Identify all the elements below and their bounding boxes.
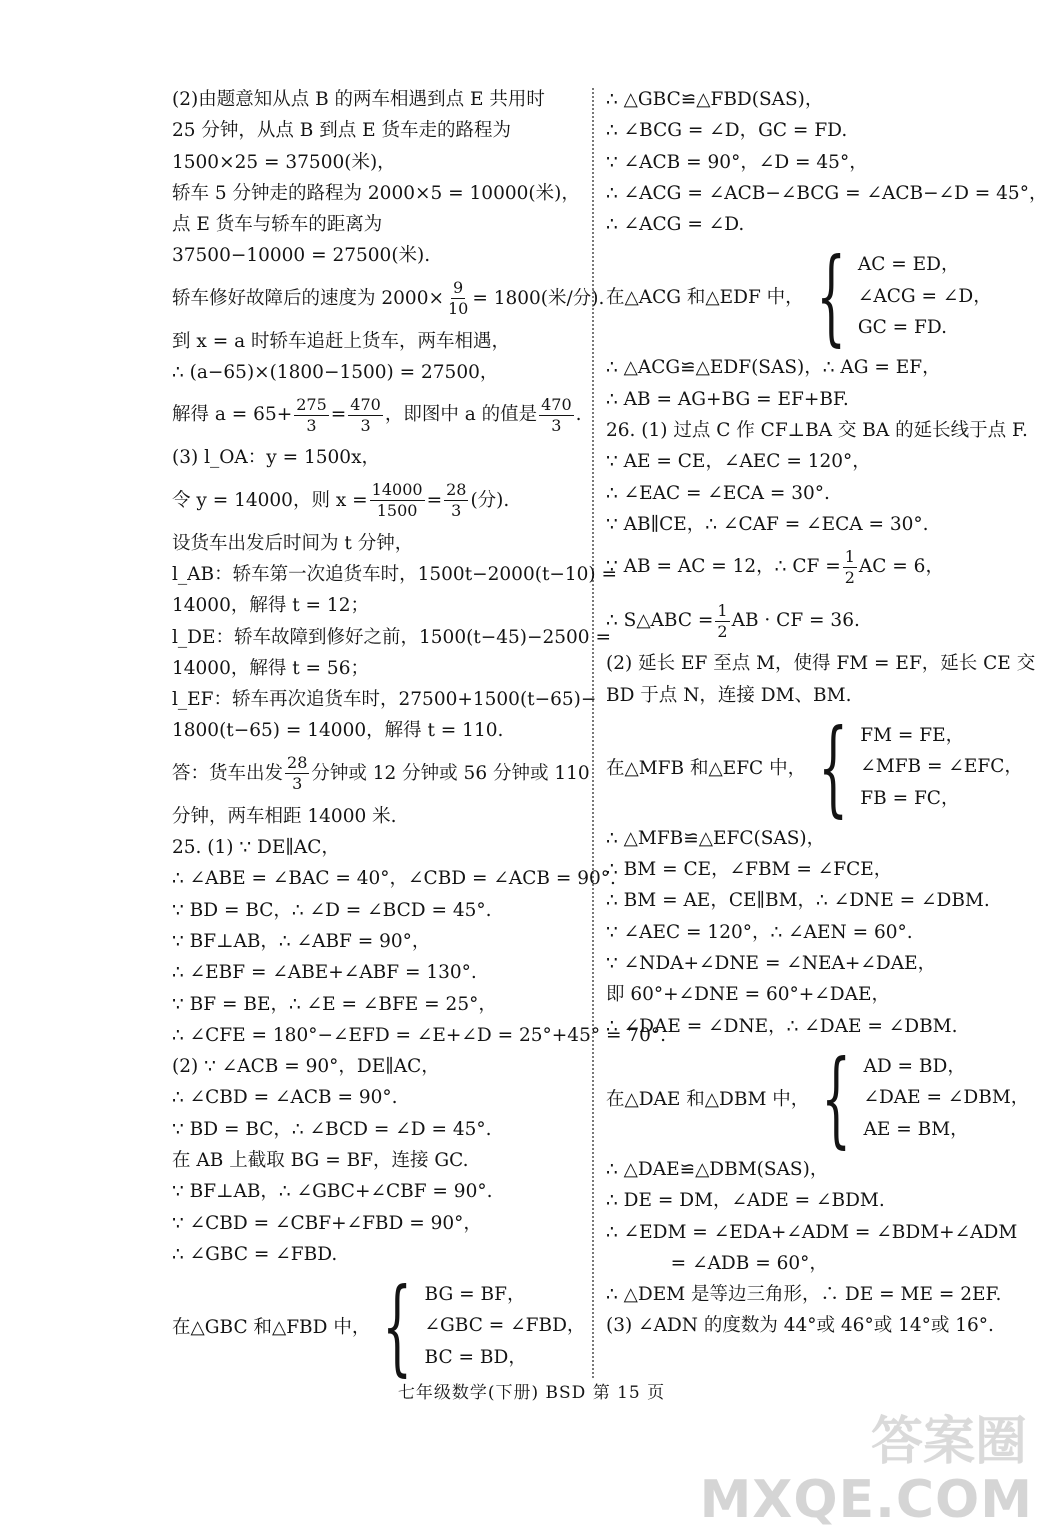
area-pre: ∴ S△ABC =	[606, 610, 714, 632]
area-post: AB · CF = 36.	[731, 610, 860, 632]
text-line: ∴ ∠ACG = ∠ACB−∠BCG = ∠ACB−∠D = 45°，	[606, 182, 1048, 204]
system-item: ∠ACG = ∠D，	[857, 285, 992, 307]
fraction-denominator: 3	[551, 415, 562, 435]
fraction-numerator: 28	[287, 753, 308, 773]
text-line: ∵ AB∥CE，∴ ∠CAF = ∠ECA = 30°.	[606, 513, 929, 535]
answer-line	[172, 747, 590, 801]
text-line: ∵ BF⊥AB，∴ ∠GBC+∠CBF = 90°.	[172, 1181, 493, 1203]
speed-pre: 轿车修好故障后的速度为 2000×	[172, 287, 444, 309]
text-line: (3) ∠ADN 的度数为 44°或 46°或 14°或 16°.	[606, 1315, 994, 1337]
text-line: ∴ ∠CFE = 180°−∠EFD = ∠E+∠D = 25°+45° = 70°.	[172, 1024, 667, 1046]
fraction	[370, 480, 425, 521]
speed-line	[172, 272, 605, 326]
fraction-numerator: 275	[296, 394, 327, 414]
text-line: ∴ ∠DAE = ∠DNE，∴ ∠DAE = ∠DBM.	[606, 1015, 958, 1037]
fraction-denominator: 3	[451, 501, 462, 521]
text-line: ∵ ∠CBD = ∠CBF+∠FBD = 90°，	[172, 1212, 482, 1234]
text-line: l_EF：轿车再次追货车时，27500+1500(t−65)−	[172, 689, 597, 711]
solve-a-line	[172, 388, 582, 442]
system-item: AE = BM，	[863, 1118, 969, 1140]
text-line: 1800(t−65) = 14000，解得 t = 110.	[172, 720, 504, 742]
system-items	[425, 1279, 586, 1374]
left-brace-icon: {	[821, 1036, 852, 1159]
equation-system	[606, 705, 1023, 828]
fraction-denominator: 10	[447, 299, 469, 319]
text-line: 设货车出发后时间为 t 分钟，	[172, 532, 414, 554]
cf-line	[606, 540, 1018, 594]
text-line: 点 E 货车与轿车的距离为	[172, 214, 383, 236]
watermark-site: MXQE.COM	[699, 1470, 1033, 1530]
text-line: ∴ AB = AG+BG = EF+BF.	[606, 388, 849, 410]
fraction-numerator: 1	[717, 600, 728, 620]
solve-mid: ，即图中 a 的值是	[384, 404, 538, 426]
text-line: ∴ DE = DM，∠ADE = ∠BDM.	[606, 1190, 885, 1212]
text-line: 在 AB 上截取 BG = BF，连接 GC.	[172, 1150, 469, 1172]
equation-system	[172, 1265, 586, 1388]
text-line: (2)由题意知从点 B 的两车相遇到点 E 共用时	[172, 89, 545, 110]
fraction	[294, 395, 329, 436]
text-line: ∴ △DAE≌△DBM(SAS)，	[606, 1158, 829, 1180]
fraction-denominator: 3	[292, 774, 303, 794]
text-line: ∴ ∠EBF = ∠ABE+∠ABF = 130°.	[172, 962, 477, 984]
let-post: (分).	[470, 489, 510, 511]
solve-post: .	[575, 404, 582, 426]
text-line: ∴ ∠BCG = ∠D，GC = FD.	[606, 120, 848, 142]
text-line: 分钟，两车相距 14000 米.	[172, 805, 397, 827]
answer-post: 分钟或 12 分钟或 56 分钟或 110	[311, 762, 590, 784]
system-item: FM = FE，	[860, 724, 965, 746]
fraction-numerator: 14000	[371, 480, 423, 500]
answer-pre: 答：货车出发	[172, 762, 284, 784]
system-item: AC = ED，	[857, 254, 960, 276]
left-brace-icon: {	[818, 705, 849, 828]
text-line: ∴ ∠ABE = ∠BAC = 40°，∠CBD = ∠ACB = 90°.	[172, 868, 616, 890]
left-brace-icon: {	[382, 1265, 413, 1388]
text-line: ∵ BF⊥AB，∴ ∠ABF = 90°，	[172, 930, 431, 952]
fraction-numerator: 1	[844, 546, 855, 566]
right-column	[606, 84, 1048, 1342]
column-divider	[592, 88, 594, 1378]
system-items	[863, 1051, 1029, 1146]
text-line: ∵ BD = BC，∴ ∠BCD = ∠D = 45°.	[172, 1118, 492, 1140]
text-line: 轿车 5 分钟走的路程为 2000×5 = 10000(米)，	[172, 182, 580, 204]
equation-system	[606, 1036, 1030, 1159]
system-items	[858, 249, 992, 344]
text-line: 1500×25 = 37500(米)，	[172, 151, 396, 173]
text-line: ∴ ∠CBD = ∠ACB = 90°.	[172, 1087, 398, 1109]
text-line: l_AB：轿车第一次追货车时，1500t−2000(t−10) =	[172, 563, 618, 585]
text-line: ∵ ∠NDA+∠DNE = ∠NEA+∠DAE，	[606, 953, 937, 975]
text-line: (3) l_OA：y = 1500x，	[172, 447, 381, 469]
system-lead: 在△MFB 和△EFC 中，	[606, 757, 807, 779]
text-line: ∴ ∠EDM = ∠EDA+∠ADM = ∠BDM+∠ADM	[606, 1221, 1018, 1243]
system-items	[860, 720, 1023, 815]
fraction-numerator: 28	[446, 480, 467, 500]
fraction-denominator: 1500	[376, 501, 418, 521]
text-line: 到 x = a 时轿车追赶上货车，两车相遇，	[172, 330, 510, 352]
fraction	[285, 753, 309, 794]
text-line: 即 60°+∠DNE = 60°+∠DAE，	[606, 984, 890, 1006]
area-line	[606, 594, 1018, 648]
cf-post: AC = 6，	[858, 556, 944, 578]
solve-pre: 解得 a = 65+	[172, 404, 293, 426]
text-line: BD 于点 N，连接 DM、BM.	[606, 684, 852, 706]
text-line: ∴ BM = AE，CE∥BM，∴ ∠DNE = ∠DBM.	[606, 890, 990, 912]
equals-sign: =	[426, 489, 443, 511]
speed-fraction	[446, 278, 470, 319]
let-y-line	[172, 474, 582, 528]
text-line: 26. (1) 过点 C 作 CF⊥BA 交 BA 的延长线于点 F.	[606, 420, 1028, 442]
text-line: ∵ AE = CE，∠AEC = 120°，	[606, 451, 871, 473]
text-line: 25 分钟，从点 B 到点 E 货车走的路程为	[172, 120, 512, 142]
text-line: ∴ △MFB≌△EFC(SAS)，	[606, 827, 826, 849]
text-line: ∴ △DEM 是等边三角形，∴ DE = ME = 2EF.	[606, 1284, 1002, 1306]
text-line: 14000，解得 t = 56；	[172, 657, 369, 679]
text-line: (2) 延长 EF 至点 M，使得 FM = EF，延长 CE 交	[606, 653, 1036, 675]
text-line: ∴ △ACG≌△EDF(SAS)，∴ AG = EF，	[606, 357, 941, 379]
text-line: ∵ BD = BC，∴ ∠D = ∠BCD = 45°.	[172, 899, 492, 921]
system-item: AD = BD，	[863, 1055, 966, 1077]
equation-system	[606, 235, 1018, 358]
system-item: BC = BD，	[424, 1346, 527, 1368]
fraction	[348, 395, 383, 436]
text-line: ∵ BF = BE，∴ ∠E = ∠BFE = 25°，	[172, 993, 497, 1015]
system-item: BG = BF，	[424, 1283, 526, 1305]
text-line: ∴ ∠GBC = ∠FBD.	[172, 1243, 338, 1265]
fraction	[715, 601, 729, 642]
fraction-numerator: 9	[453, 278, 464, 298]
fraction-denominator: 3	[360, 415, 371, 435]
text-line: ∴ BM = CE，∠FBM = ∠FCE，	[606, 859, 893, 881]
text-line: ∴ (a−65)×(1800−1500) = 27500，	[172, 362, 499, 384]
fraction	[843, 547, 857, 588]
text-line: ∴ ∠ACG = ∠D.	[606, 214, 745, 236]
fraction-denominator: 2	[717, 621, 728, 641]
fraction-numerator: 470	[541, 394, 572, 414]
system-item: GC = FD.	[857, 317, 947, 339]
text-line: ∵ ∠AEC = 120°，∴ ∠AEN = 60°.	[606, 921, 913, 943]
watermark-logo: 答案圈	[870, 1412, 1027, 1472]
system-item: ∠MFB = ∠EFC，	[860, 756, 1023, 778]
system-item: ∠DAE = ∠DBM，	[863, 1087, 1030, 1109]
equals-sign: =	[330, 404, 347, 426]
let-pre: 令 y = 14000，则 x =	[172, 489, 368, 511]
text-line: ∴ △GBC≌△FBD(SAS)，	[606, 89, 824, 110]
fraction	[539, 395, 574, 436]
text-line: 25. (1) ∵ DE∥AC，	[172, 837, 340, 859]
text-line: (2) ∵ ∠ACB = 90°，DE∥AC，	[172, 1056, 440, 1078]
fraction-denominator: 3	[306, 415, 317, 435]
text-line: l_DE：轿车故障到修好之前，1500(t−45)−2500 =	[172, 626, 611, 648]
text-line: ∴ ∠EAC = ∠ECA = 30°.	[606, 482, 830, 504]
system-lead: 在△GBC 和△FBD 中，	[172, 1317, 371, 1339]
fraction-numerator: 470	[350, 394, 381, 414]
system-lead: 在△ACG 和△EDF 中，	[606, 287, 804, 309]
speed-post: = 1800(米/分).	[472, 287, 605, 309]
fraction	[444, 480, 468, 521]
left-brace-icon: {	[815, 235, 846, 358]
text-line: 37500−10000 = 27500(米).	[172, 245, 431, 267]
text-line: ∵ ∠ACB = 90°，∠D = 45°，	[606, 151, 868, 173]
text-line: 14000，解得 t = 12；	[172, 595, 369, 617]
page-footer: 七年级数学(下册) BSD 第 15 页	[397, 1383, 666, 1403]
system-item: ∠GBC = ∠FBD，	[424, 1315, 586, 1337]
system-lead: 在△DAE 和△DBM 中，	[606, 1088, 810, 1110]
text-line: = ∠ADB = 60°，	[606, 1252, 828, 1274]
system-item: FB = FC，	[860, 787, 960, 809]
cf-pre: ∵ AB = AC = 12，∴ CF =	[606, 556, 841, 578]
fraction-denominator: 2	[844, 567, 855, 587]
